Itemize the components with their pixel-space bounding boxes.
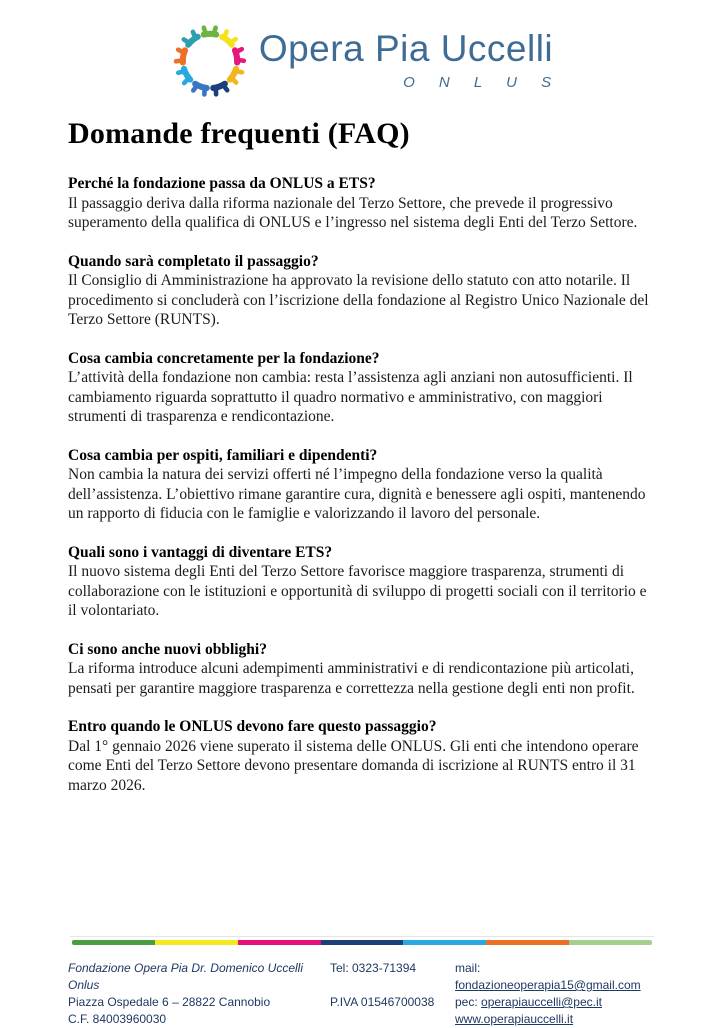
faq-item: [68, 252, 656, 330]
logo-title: Opera Pia Uccelli: [258, 28, 554, 69]
faq-item: [68, 349, 656, 427]
footer-spacer: [330, 977, 455, 994]
faq-item: [68, 543, 656, 621]
logo-mark-icon: [171, 22, 249, 100]
stripe-segment: [155, 940, 238, 945]
faq-question: Quando sarà completato il passaggio?: [68, 252, 319, 270]
footer-fiscal-code: C.F. 84003960030: [68, 1012, 167, 1026]
footer-website-row: [455, 1011, 656, 1028]
faq-item: [68, 717, 656, 795]
footer-links-column: [455, 960, 656, 1028]
faq-answer: Il Consiglio di Amministrazione ha approvato la revisione dello statuto con atto notarile. Il procedimento si concluderà con l’iscrizione della fondazione al Registro Unico Nazionale del Terzo Settore (RUNTS).: [68, 272, 649, 328]
faq-item: [68, 446, 656, 524]
faq-item: [68, 174, 656, 233]
logo-subtitle: O N L U S: [403, 74, 562, 91]
footer-pec-label: pec:: [455, 995, 478, 1009]
faq-question: Cosa cambia concretamente per la fondazione?: [68, 349, 380, 367]
faq-answer: L’attività della fondazione non cambia: resta l’assistenza agli anziani non autosufficienti. Il cambiamento riguarda soprattutto il quadro normativo e amministrativo, con maggiori strumenti di trasparenza e rendicontazione.: [68, 369, 633, 425]
document-body: [68, 116, 656, 814]
stripe-segment: [72, 940, 155, 945]
footer-mail-row: [455, 960, 656, 994]
logo: [0, 22, 724, 100]
logo-text: [258, 22, 562, 91]
footer-pec-link[interactable]: operapiauccelli@pec.it: [481, 995, 602, 1009]
stripe-segment: [569, 940, 652, 945]
footer-org-name: Fondazione Opera Pia Dr. Domenico Uccelli Onlus: [68, 961, 303, 992]
faq-answer: Dal 1° gennaio 2026 viene superato il sistema delle ONLUS. Gli enti che intendono operare come Enti del Terzo Settore devono presentare domanda di iscrizione al RUNTS entro il 31 marzo 2026.: [68, 737, 639, 794]
footer-mail-label: mail:: [455, 961, 481, 975]
page-title: Domande frequenti (FAQ): [68, 117, 410, 150]
faq-question: Ci sono anche nuovi obblighi?: [68, 640, 267, 658]
footer-email-link[interactable]: fondazioneoperapia15@gmail.com: [455, 978, 641, 992]
faq-question: Quali sono i vantaggi di diventare ETS?: [68, 543, 333, 561]
faq-question: Perché la fondazione passa da ONLUS a ETS?: [68, 175, 376, 192]
footer-stripe: [72, 940, 652, 945]
faq-question: Cosa cambia per ospiti, familiari e dipendenti?: [68, 446, 378, 464]
footer-phone-column: [330, 960, 455, 1028]
faq-answer: La riforma introduce alcuni adempimenti amministrativi e di rendicontazione più articolati, pensati per garantire maggiore trasparenza e correttezza nella gestione degli enti non profit.: [68, 660, 635, 697]
footer-vat: P.IVA 01546700038: [330, 995, 435, 1009]
footer-pec-row: [455, 994, 656, 1011]
faq-answer: Non cambia la natura dei servizi offerti né l’impegno della fondazione verso la qualità dell’assistenza. L’obiettivo rimane garantire cura, dignità e benessere agli ospiti, mantenendo un rapporto di fiducia con le famiglie e valorizzando il lavoro del personale.: [68, 466, 646, 522]
faq-answer: Il passaggio deriva dalla riforma nazionale del Terzo Settore, che prevede il progressivo superamento della qualifica di ONLUS e l’ingresso nel sistema degli Enti del Terzo Settore.: [68, 194, 638, 231]
stripe-segment: [486, 940, 569, 945]
footer: [68, 936, 656, 1028]
footer-website-link[interactable]: www.operapiauccelli.it: [455, 1012, 574, 1026]
faq-item: [68, 640, 656, 699]
footer-org-column: [68, 960, 330, 1028]
stripe-segment: [403, 940, 486, 945]
footer-phone: Tel: 0323-71394: [330, 961, 417, 975]
faq-list: [68, 174, 656, 795]
stripe-segment: [238, 940, 321, 945]
stripe-segment: [321, 940, 404, 945]
faq-answer: Il nuovo sistema degli Enti del Terzo Settore favorisce maggiore trasparenza, strumenti di collaborazione con le istituzioni e opportunità di sviluppo di progetti sociali con il territorio e il volontariato.: [68, 563, 647, 619]
faq-question: Entro quando le ONLUS devono fare questo passaggio?: [68, 718, 437, 735]
footer-columns: [68, 960, 656, 1028]
stripe-shadow: [70, 936, 654, 937]
footer-address: Piazza Ospedale 6 – 28822 Cannobio: [68, 995, 271, 1009]
